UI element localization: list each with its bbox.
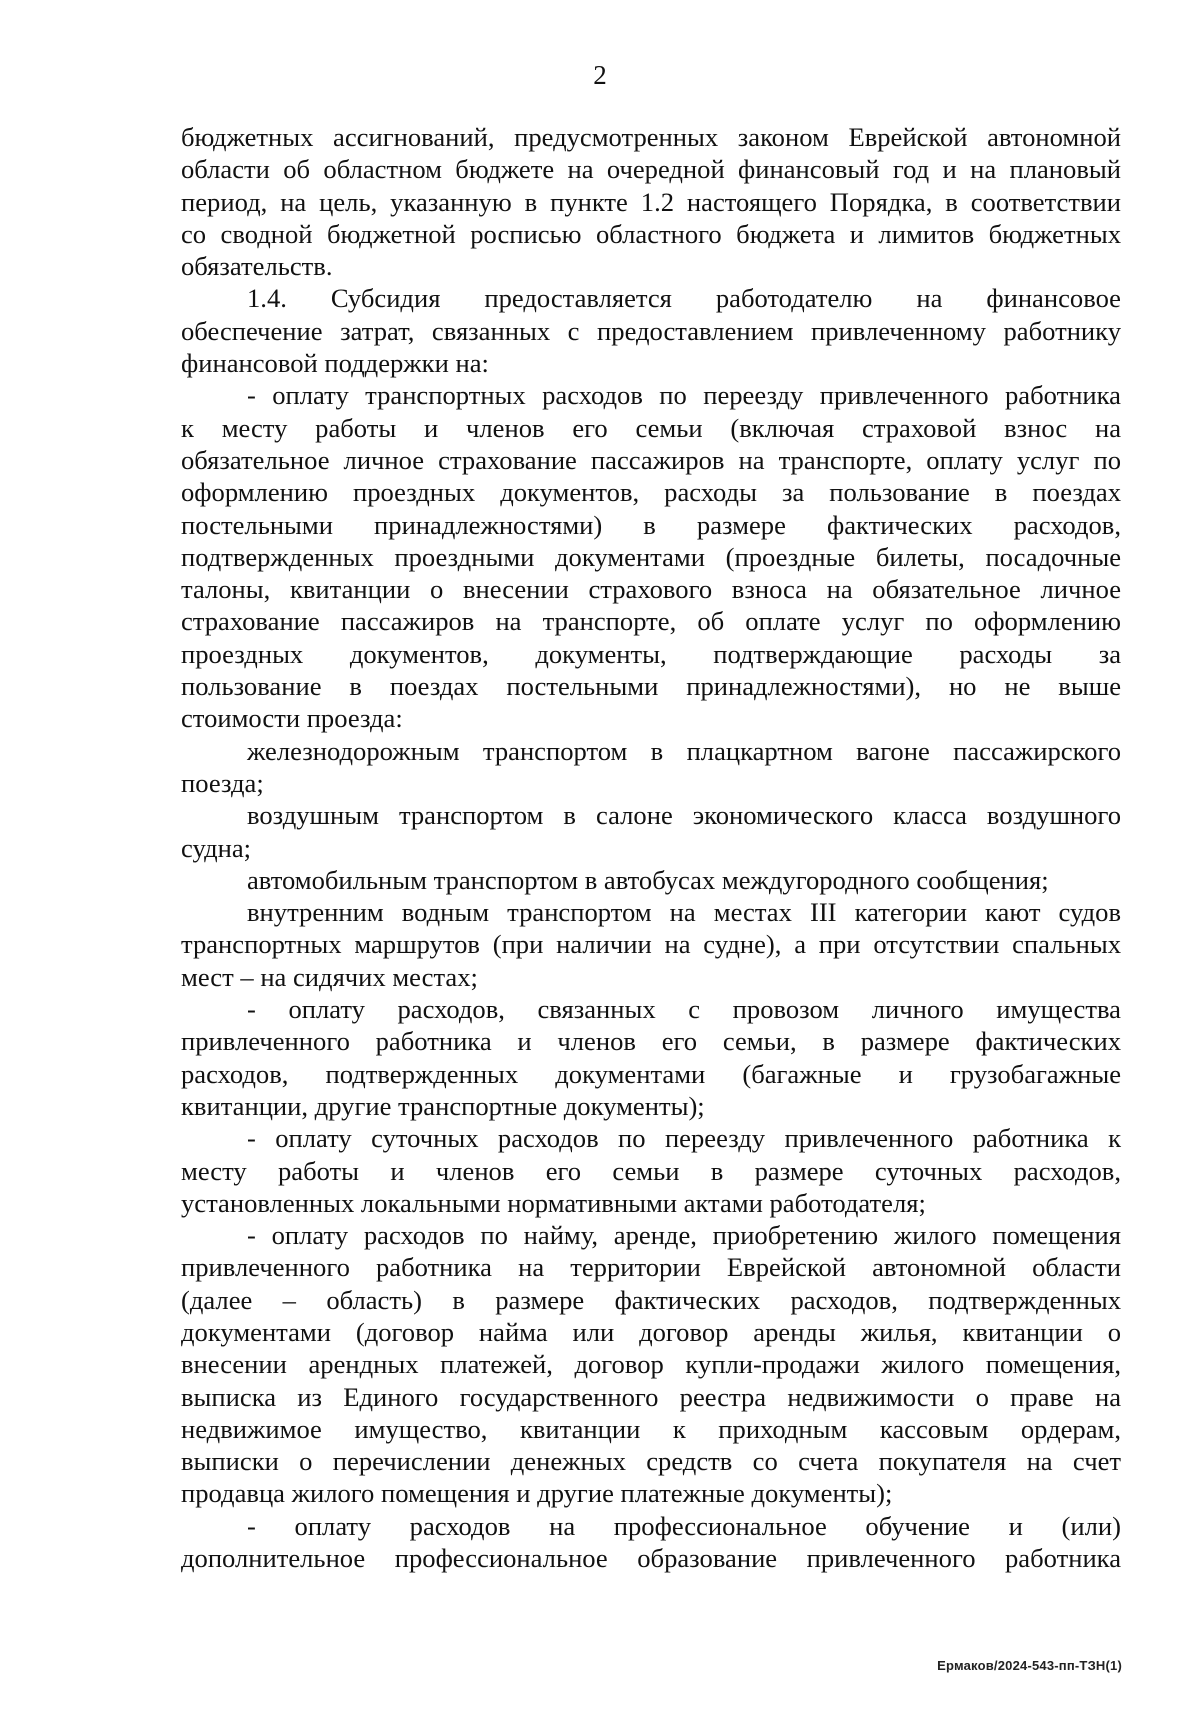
text-line: обязательств.	[181, 251, 333, 282]
text-line: бюджетных ассигнований, предусмотренных законом Еврейской автономной	[181, 122, 1121, 152]
text-line: талоны, квитанции о внесении страхового взноса на обязательное личное	[181, 574, 1121, 605]
text-line: привлеченного работника и членов его семьи, в размере фактических	[181, 1026, 1121, 1057]
text-line: период, на цель, указанную в пункте 1.2 настоящего Порядка, в соответствии	[181, 186, 1121, 217]
text-line: внутренним водным транспортом на местах III категории кают судов	[247, 897, 1121, 928]
text-line: постельными принадлежностями) в размере фактических расходов,	[181, 509, 1121, 540]
text-line: судна;	[181, 832, 252, 863]
text-line: воздушным транспортом в салоне экономического класса воздушного	[247, 800, 1121, 831]
text-line: железнодорожным транспортом в плацкартном вагоне пассажирского	[247, 735, 1121, 766]
text-line: квитанции, другие транспортные документы);	[181, 1090, 705, 1121]
text-line: выписка из Единого государственного реестра недвижимости о праве на	[181, 1381, 1121, 1412]
text-line: внесении арендных платежей, договор купли-продажи жилого помещения,	[181, 1349, 1121, 1380]
text-line: выписки о перечислении денежных средств со счета покупателя на счет	[181, 1446, 1121, 1477]
text-line: дополнительное профессиональное образование привлеченного работника	[181, 1543, 1121, 1574]
paragraph	[181, 121, 1121, 282]
text-line: месту работы и членов его семьи в размере суточных расходов,	[181, 1155, 1121, 1186]
text-line: со сводной бюджетной росписью областного бюджета и лимитов бюджетных	[181, 218, 1121, 249]
paragraph	[181, 282, 1121, 379]
paragraph	[181, 864, 1121, 896]
text-line: (далее – область) в размере фактических расходов, подтвержденных	[181, 1284, 1121, 1315]
text-line: привлеченного работника на территории Еврейской автономной области	[181, 1252, 1121, 1283]
text-line: 1.4. Субсидия предоставляется работодателю на финансовое	[247, 283, 1121, 314]
text-line: обязательное личное страхование пассажиров на транспорте, оплату услуг по	[181, 444, 1121, 475]
text-line: поезда;	[181, 767, 264, 798]
text-line: - оплату расходов, связанных с провозом личного имущества	[247, 994, 1121, 1025]
text-line: проездных документов, документы, подтверждающие расходы за	[181, 638, 1121, 669]
text-line: подтвержденных проездными документами (проездные билеты, посадочные	[181, 541, 1121, 572]
text-line: - оплату расходов по найму, аренде, приобретению жилого помещения	[247, 1220, 1121, 1251]
paragraph	[181, 735, 1121, 800]
text-line: - оплату транспортных расходов по переезду привлеченного работника	[247, 380, 1121, 411]
paragraph	[181, 1122, 1121, 1219]
text-line: к месту работы и членов его семьи (включая страховой взнос на	[181, 412, 1121, 443]
text-line: автомобильным транспортом в автобусах междугородного сообщения;	[247, 864, 1049, 895]
text-line: области об областном бюджете на очередной финансовый год и на плановый	[181, 154, 1121, 185]
document-code: Ермаков/2024-543-пп-ТЗН(1)	[937, 1658, 1122, 1673]
paragraph	[181, 379, 1121, 734]
text-line: финансовой поддержки на:	[181, 348, 489, 379]
text-line: обеспечение затрат, связанных с предоставлением привлеченному работнику	[181, 315, 1121, 346]
document-body	[181, 121, 1121, 1574]
text-line: мест – на сидячих местах;	[181, 961, 478, 992]
text-line: установленных локальными нормативными актами работодателя;	[181, 1187, 926, 1218]
paragraph	[181, 993, 1121, 1122]
text-line: страхование пассажиров на транспорте, об оплате услуг по оформлению	[181, 606, 1121, 637]
text-line: продавца жилого помещения и другие платежные документы);	[181, 1478, 893, 1509]
text-line: - оплату суточных расходов по переезду привлеченного работника к	[247, 1123, 1121, 1154]
paragraph	[181, 896, 1121, 993]
text-line: транспортных маршрутов (при наличии на судне), а при отсутствии спальных	[181, 929, 1121, 960]
page-number: 2	[593, 60, 607, 90]
paragraph	[181, 1219, 1121, 1510]
text-line: расходов, подтвержденных документами (багажные и грузобагажные	[181, 1058, 1121, 1089]
text-line: стоимости проезда:	[181, 703, 403, 734]
paragraph	[181, 799, 1121, 864]
text-line: документами (договор найма или договор аренды жилья, квитанции о	[181, 1316, 1121, 1347]
text-line: недвижимое имущество, квитанции к приходным кассовым ордерам,	[181, 1413, 1121, 1444]
paragraph	[181, 1510, 1121, 1575]
text-line: оформлению проездных документов, расходы за пользование в поездах	[181, 477, 1121, 508]
text-line: пользование в поездах постельными принадлежностями), но не выше	[181, 671, 1121, 702]
text-line: - оплату расходов на профессиональное обучение и (или)	[247, 1510, 1121, 1541]
